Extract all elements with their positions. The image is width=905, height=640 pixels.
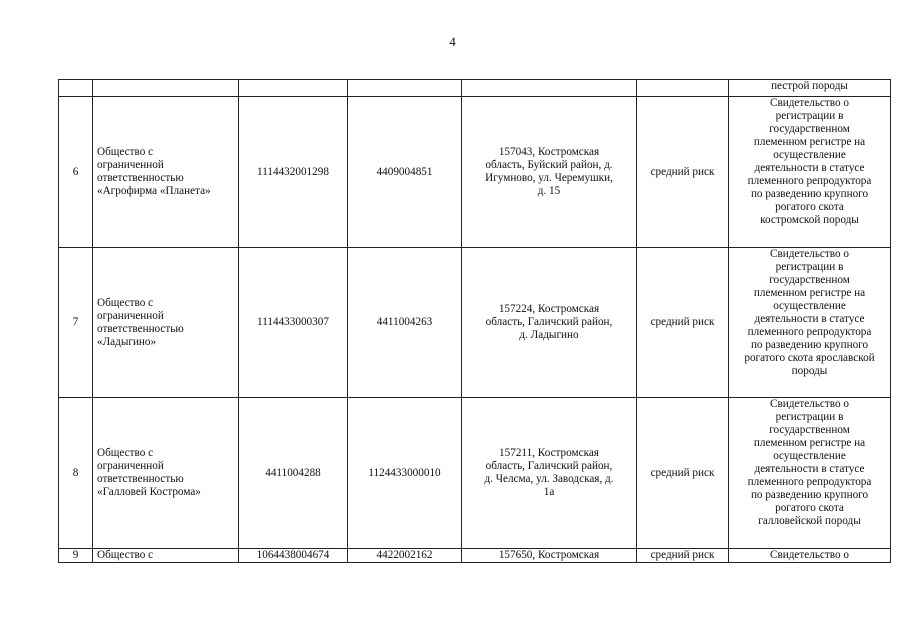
text-line: д. Ладыгино <box>519 329 579 341</box>
text-line: по разведению крупного <box>750 188 869 200</box>
text-line: ограниченной <box>97 460 164 472</box>
organization-name <box>93 248 239 398</box>
row-number: 7 <box>59 248 93 398</box>
text-line: Общество с <box>97 447 154 459</box>
registration-number: 1114433000307 <box>239 248 348 398</box>
table-row <box>59 80 891 97</box>
text-line: галловейской породы <box>758 515 861 527</box>
table-cell <box>93 80 239 97</box>
text-line: ответственностью <box>97 172 184 184</box>
registry-table <box>58 79 891 563</box>
table-cell <box>239 80 348 97</box>
address: 157650, Костромская <box>462 549 637 563</box>
text-line: государственном <box>769 424 850 436</box>
text-line: государственном <box>769 123 850 135</box>
text-line: рогатого скота ярославской <box>744 352 875 364</box>
document-cell <box>729 97 891 248</box>
text-line: породы <box>791 365 828 377</box>
text-line: д. Челсма, ул. Заводская, д. <box>484 473 614 485</box>
text-line: Общество с <box>97 146 154 158</box>
text-line: регистрации в <box>775 411 844 423</box>
text-line: регистрации в <box>775 261 844 273</box>
text-line: осуществление <box>773 300 846 312</box>
table-row <box>59 248 891 398</box>
address <box>462 97 637 248</box>
table-row <box>59 549 891 563</box>
table-cell <box>462 80 637 97</box>
text-line: деятельности в статусе <box>754 162 865 174</box>
page-number: 4 <box>449 34 456 49</box>
text-line: деятельности в статусе <box>754 313 865 325</box>
text-line: по разведению крупного <box>750 489 869 501</box>
text-line: 157043, Костромская <box>498 146 600 158</box>
document-cell <box>729 248 891 398</box>
tax-id: 4409004851 <box>348 97 462 248</box>
text-line: 1а <box>543 486 555 498</box>
text-line: осуществление <box>773 450 846 462</box>
text-line: осуществление <box>773 149 846 161</box>
risk-level: средний риск <box>637 97 729 248</box>
text-line: «Галловей Кострома» <box>97 486 201 498</box>
organization-name <box>93 398 239 549</box>
text-line: область, Галичский район, <box>485 460 613 472</box>
text-line: Свидетельство о <box>770 248 849 260</box>
table-row <box>59 398 891 549</box>
text-line: деятельности в статусе <box>754 463 865 475</box>
risk-level: средний риск <box>637 248 729 398</box>
text-line: рогатого скота <box>775 502 844 514</box>
registration-number: 1114432001298 <box>239 97 348 248</box>
text-line: племенном регистре на <box>753 136 866 148</box>
text-line: Игумново, ул. Черемушки, <box>485 172 613 184</box>
text-line: племенного репродуктора <box>747 476 872 488</box>
text-line: 157224, Костромская <box>498 303 600 315</box>
tax-id: 4422002162 <box>348 549 462 563</box>
tax-id: 1124433000010 <box>348 398 462 549</box>
text-line: племенного репродуктора <box>747 175 872 187</box>
organization-name: Общество с <box>93 549 239 563</box>
text-line: государственном <box>769 274 850 286</box>
text-line: по разведению крупного <box>750 339 869 351</box>
registration-number: 4411004288 <box>239 398 348 549</box>
text-line: ограниченной <box>97 309 164 322</box>
document-cell: пестрой породы <box>729 80 891 97</box>
table-cell <box>348 80 462 97</box>
table-cell <box>637 80 729 97</box>
risk-level: средний риск <box>637 398 729 549</box>
text-line: ответственностью <box>97 322 184 335</box>
table-row <box>59 97 891 248</box>
risk-level: средний риск <box>637 549 729 563</box>
text-line: ограниченной <box>97 159 164 171</box>
text-line: область, Буйский район, д. <box>485 159 613 171</box>
row-number: 8 <box>59 398 93 549</box>
text-line: д. 15 <box>537 185 561 197</box>
document-cell <box>729 398 891 549</box>
table-cell <box>59 80 93 97</box>
text-line: Общество с <box>97 296 154 309</box>
text-line: костромской породы <box>760 214 859 226</box>
text-line: Свидетельство о <box>770 398 849 410</box>
registration-number: 1064438004674 <box>239 549 348 563</box>
address <box>462 398 637 549</box>
text-line: «Ладыгино» <box>97 335 157 348</box>
text-line: племенном регистре на <box>753 287 866 299</box>
text-line: Свидетельство о <box>770 97 849 109</box>
row-number: 6 <box>59 97 93 248</box>
text-line: область, Галичский район, <box>485 316 613 328</box>
text-line: племенного репродуктора <box>747 326 872 338</box>
row-number: 9 <box>59 549 93 563</box>
text-line: «Агрофирма «Планета» <box>97 185 211 197</box>
text-line: ответственностью <box>97 473 184 485</box>
text-line: рогатого скота <box>775 201 844 213</box>
text-line: племенном регистре на <box>753 437 866 449</box>
text-line: 157211, Костромская <box>499 447 599 459</box>
document-cell: Свидетельство о <box>729 549 891 563</box>
address <box>462 248 637 398</box>
tax-id: 4411004263 <box>348 248 462 398</box>
text-line: регистрации в <box>775 110 844 122</box>
organization-name <box>93 97 239 248</box>
